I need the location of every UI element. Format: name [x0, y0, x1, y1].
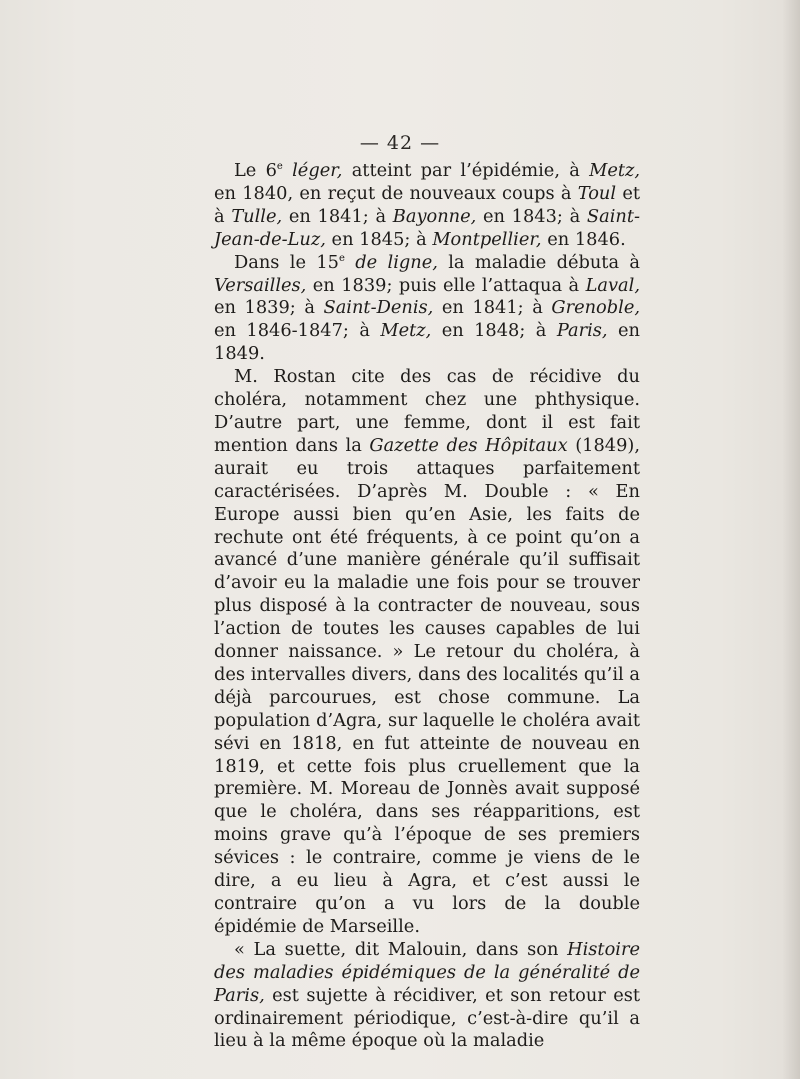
italic-text: Bayonne,	[392, 205, 477, 227]
text-run: (1849), aurait eu trois attaques parfaitement caractérisées. D’après M. Double : « En Europe aussi bien qu’en Asie, les faits de rechute ont été fréquents, à ce point qu’on a avancé d’une manière générale qu’il suffisait d’avoir eu la maladie une fois pour se trouver plus disposé à la contracter de nouveau, sous l’action de toutes les causes capables de lui donner naissance. » Le retour du choléra, à des intervalles divers, dans des localités qu’il a déjà parcourues, est chose commune. La population d’Agra, sur laquelle le choléra avait sévi en 1818, en fut atteinte de nouveau en 1819, et cette fois plus cruellement que la première. M. Moreau de Jonnès avait supposé que le choléra, dans ses réapparitions, est moins grave qu’à l’époque de ses premiers sévices : le contraire, comme je viens de le dire, a eu lieu à Agra, et c’est aussi le contraire qu’on a vu lors de la double épidémie de Marseille.	[214, 434, 640, 937]
italic-text: Laval,	[585, 274, 640, 296]
italic-text: Histoire des maladies épidémiques de la généralité de Paris,	[214, 938, 640, 1006]
page-edge-shadow	[782, 0, 800, 1079]
superscript-text: e	[276, 161, 283, 173]
superscript-text: e	[338, 252, 345, 264]
italic-text: Metz,	[589, 160, 641, 181]
text-run: la maladie débuta à	[437, 251, 640, 273]
italic-text: de ligne,	[355, 251, 438, 273]
text-run: Dans le 15	[234, 251, 339, 273]
text-run: en 1839; à	[214, 297, 324, 319]
text-run	[345, 252, 355, 273]
italic-text: léger,	[292, 160, 343, 181]
text-run: en 1841; à	[282, 205, 393, 227]
italic-text: Montpellier,	[432, 228, 542, 250]
text-run: Le 6	[234, 160, 277, 181]
text-run: et à	[214, 182, 640, 227]
paragraph	[214, 252, 640, 367]
page-number: — 42 —	[359, 132, 441, 154]
text-run: en 1840, en reçut de nouveaux coups à	[214, 182, 578, 204]
italic-text: Tulle,	[231, 205, 283, 227]
text-run: atteint par l’épidémie, à	[342, 160, 590, 181]
italic-text: Gazette des Hôpitaux	[369, 434, 568, 456]
text-run: en 1839; puis elle l’attaqua à	[306, 274, 586, 296]
text-run: en 1841; à	[433, 297, 552, 319]
paragraph	[214, 160, 640, 252]
text-run: en 1843; à	[476, 205, 587, 227]
italic-text: Paris,	[556, 320, 608, 342]
text-run: « La suette, dit Malouin, dans son	[234, 938, 568, 960]
paragraph	[214, 939, 640, 1054]
text-run: en 1845; à	[325, 228, 433, 250]
body-text	[214, 160, 640, 1053]
paragraph	[214, 366, 640, 939]
text-run: en 1846.	[541, 228, 626, 250]
italic-text: Versailles,	[214, 274, 307, 296]
text-run: en 1849.	[214, 320, 640, 365]
text-run: M. Rostan cite des cas de récidive du choléra, notamment chez une phthysique. D’autre part, une femme, dont il est fait mention dans la	[214, 366, 640, 456]
italic-text: Toul	[577, 182, 617, 204]
italic-text: Saint-Denis,	[323, 297, 434, 319]
text-run	[283, 160, 292, 181]
italic-text: Saint-Jean-de-Luz,	[214, 205, 640, 250]
italic-text: Metz,	[380, 320, 432, 342]
italic-text: Grenoble,	[551, 297, 640, 319]
text-run: en 1848; à	[431, 320, 557, 342]
text-run: en 1846-1847; à	[214, 320, 381, 342]
text-run: est sujette à récidiver, et son retour est ordinairement périodique, c’est-à-dire qu’il a lieu à la même époque où la maladie	[214, 984, 640, 1052]
